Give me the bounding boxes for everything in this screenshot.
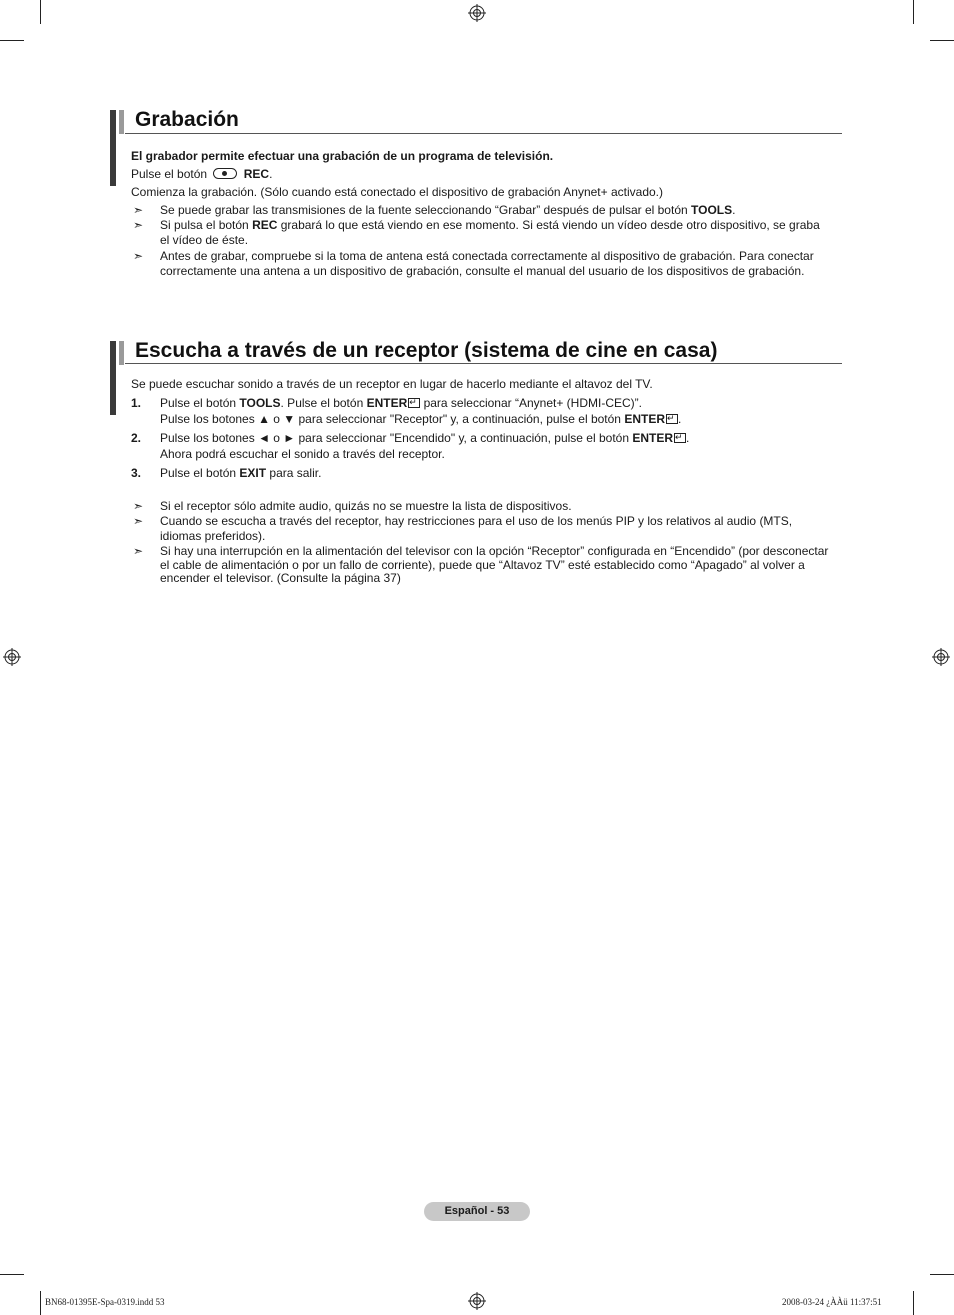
registration-mark-icon bbox=[932, 648, 950, 666]
registration-mark-icon bbox=[468, 4, 486, 22]
rec-button-icon bbox=[213, 168, 237, 179]
registration-mark-icon bbox=[3, 648, 21, 666]
note-text: idiomas preferidos). bbox=[160, 529, 266, 543]
section-rule bbox=[125, 363, 842, 364]
note-arrow-icon: ➣ bbox=[133, 514, 144, 528]
note-arrow-icon: ➣ bbox=[133, 249, 144, 263]
crop-mark bbox=[913, 1291, 914, 1315]
registration-mark-icon bbox=[468, 1292, 486, 1310]
print-slug-right: 2008-03-24 ¿ÀÀü 11:37:51 bbox=[782, 1297, 882, 1307]
note-text: Si hay una interrupción en la alimentación del televisor con la opción “Receptor” configurada en “Encendido” (por desconectar bbox=[160, 544, 829, 558]
note-text: Si pulsa el botón REC grabará lo que está viendo en ese momento. Si está viendo un vídeo desde otro dispositivo, se graba bbox=[160, 218, 820, 232]
note-text: Si el receptor sólo admite audio, quizás no se muestre la lista de dispositivos. bbox=[160, 499, 572, 513]
step-number: 1. bbox=[131, 396, 142, 410]
note-text: encender el televisor. (Consulte la página 37) bbox=[160, 571, 401, 585]
step-number: 2. bbox=[131, 431, 142, 445]
print-slug-left: BN68-01395E-Spa-0319.indd 53 bbox=[45, 1297, 165, 1307]
note-text: Cuando se escucha a través del receptor, hay restricciones para el uso de los menús PIP y los relativos al audio (MTS, bbox=[160, 514, 793, 528]
section-rule bbox=[125, 133, 842, 134]
step-text: Pulse los botones ◄ o ► para seleccionar "Encendido" y, a continuación, pulse el botón ENTER↵ . bbox=[160, 431, 689, 446]
note-text: Se puede grabar las transmisiones de la fuente seleccionando “Grabar” después de pulsar el botón TOOLS. bbox=[160, 203, 736, 217]
description: Comienza la grabación. (Sólo cuando está conectado el dispositivo de grabación Anynet+ activado.) bbox=[131, 185, 664, 199]
section-title: Grabación bbox=[135, 108, 239, 131]
crop-mark bbox=[0, 40, 24, 41]
press-rec-line: Pulse el botón REC. bbox=[131, 167, 273, 181]
enter-icon bbox=[408, 398, 420, 408]
crop-mark bbox=[913, 0, 914, 24]
step-text: Ahora podrá escuchar el sonido a través del receptor. bbox=[160, 447, 445, 461]
crop-mark bbox=[40, 1291, 41, 1315]
section-intro: Se puede escuchar sonido a través de un receptor en lugar de hacerlo mediante el altavoz del TV. bbox=[131, 377, 653, 391]
note-arrow-icon: ➣ bbox=[133, 203, 144, 217]
step-number: 3. bbox=[131, 466, 142, 480]
crop-mark bbox=[0, 1274, 24, 1275]
crop-mark bbox=[930, 1274, 954, 1275]
crop-mark bbox=[40, 0, 41, 24]
enter-icon bbox=[666, 414, 678, 424]
note-text: el cable de alimentación o por un fallo de corriente), puede que “Altavoz TV” esté establecido como “Apagado” al volver a bbox=[160, 558, 805, 572]
note-arrow-icon: ➣ bbox=[133, 218, 144, 232]
page-number-badge: Español - 53 bbox=[424, 1202, 530, 1221]
note-text: correctamente una antena a un dispositivo de grabación, consulte el manual del usuario de los dispositivos de grabación. bbox=[160, 264, 805, 278]
step-text: Pulse el botón TOOLS. Pulse el botón ENTER↵ para seleccionar “Anynet+ (HDMI-CEC)”. bbox=[160, 396, 642, 411]
note-arrow-icon: ➣ bbox=[133, 499, 144, 513]
section-title: Escucha a través de un receptor (sistema de cine en casa) bbox=[135, 339, 718, 362]
note-text: Antes de grabar, compruebe si la toma de antena está conectada correctamente al dispositivo de grabación. Para conectar bbox=[160, 249, 814, 263]
section-intro: El grabador permite efectuar una grabación de un programa de televisión. bbox=[131, 149, 554, 163]
step-text: Pulse el botón EXIT para salir. bbox=[160, 466, 322, 480]
step-text: Pulse los botones ▲ o ▼ para seleccionar "Receptor" y, a continuación, pulse el botón ENTER↵ . bbox=[160, 412, 681, 427]
crop-mark bbox=[930, 40, 954, 41]
note-text: el vídeo de éste. bbox=[160, 233, 249, 247]
enter-icon bbox=[674, 433, 686, 443]
note-arrow-icon: ➣ bbox=[133, 544, 144, 558]
